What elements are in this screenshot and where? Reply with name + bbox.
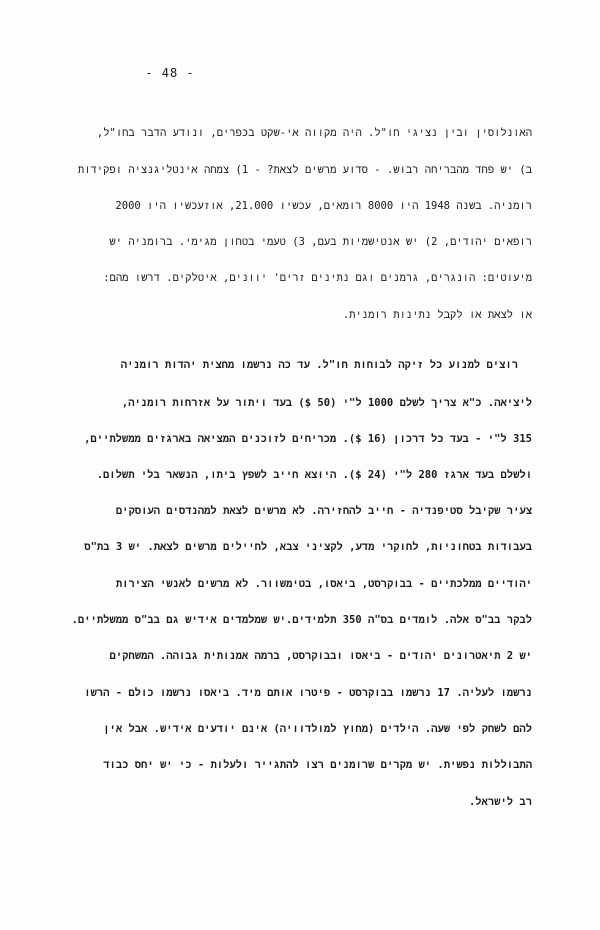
page-number: - 48 - [145, 66, 195, 80]
paragraph2-line-8: לבקר בב"ס אלה. לומדים בס"ה 350 תלמידים.יש שמלמדים אידיש גם בב"ס ממשלתיים. [71, 614, 532, 626]
paragraph2-line-3: 315 ל"י - בעד כל דרכון (16 $). מכריחים לזוכנים המציאה בארגזים ממשלתיים, [84, 433, 532, 445]
paragraph1-line-4: רופאים יהודים, 2) יש אנטישמיות בעם, 3) טעמי בטחון מגימי. ברומניה יש [109, 236, 532, 248]
paragraph1-line-5: מיעוטים: הונגרים, גרמנים וגם נתינים זרים' יוונים, איטלקים. דרשו מהם: [103, 272, 532, 284]
paragraph2-line-9: יש 2 תיאטרונים יהודים - ביאסו ובבוקרסט, ברמה אמנותית גבוהה. המשחקים [109, 650, 532, 662]
paragraph1-line-6: או לצאת או לקבל נתינות רומנית. [342, 309, 532, 321]
paragraph2-line-11: להם לשחק לפי שעה. הילדים (מחוץ למולדוויה) אינם יודעים אידיש. אבל אין [103, 723, 532, 735]
paragraph1-line-2: ב) יש פחד מהבריחה רבוש. - סדוע מרשים לצאת? - 1) צמחה אינטליגנציה ופקידות [77, 164, 532, 176]
paragraph2-line-2: ליציאה. כ"א צריך לשלם 1000 ל"י (50 $) בעד ויתור על אזרחות רומניה, [121, 397, 532, 409]
paragraph2-line-5: צעיר שקיבל סטיפנדיה - חייב להחזירה. לא מרשים לצאת למהנדסים העוסקים [115, 505, 532, 517]
paragraph2-line-10: נרשמו לעליה. 17 נרשמו בבוקרסט - פיטרו אותם מיד. ביאסו נרשמו כולם - הרשו [84, 687, 532, 699]
paragraph2-line-4: ולשלם בעד ארגז 280 ל"י (24 $). היוצא חייב לשפץ ביתו, הנשאר בלי תשלום. [96, 469, 532, 481]
paragraph1-line-1: האונלוסין ובין נציגי חו"ל. היה מקווה אי-שקט בכפרים, ונודע הדבר בחו"ל, [96, 127, 532, 139]
paragraph2-line-13: רב לישראל. [468, 796, 532, 808]
paragraph2-line-1: רוצים למנוע כל זיקה לבוחות חו"ל. עד כה נרשמו מחצית יהדות רומניה [120, 359, 518, 371]
paragraph2-line-6: בעבודות בטחוניות, לחוקרי מדע, לקציני צבא, לחיילים מרשים לצאת. יש 3 בת"ס [84, 541, 532, 553]
paragraph1-line-3: רומניה. בשנה 1948 היו 8000 רומאים, עכשיו 21.000, אוזעכשיו היו 2000 [115, 200, 532, 212]
paragraph2-line-7: יהודיים ממלכתיים - בבוקרסט, ביאסו, בטימשוור. לא מרשים לאנשי הצירות [115, 578, 532, 590]
paragraph2-line-12: התבוללות נפשית. יש מקרים שרומנים רצו להתגייר ולעלות - כי יש יחס כבוד [103, 759, 532, 771]
